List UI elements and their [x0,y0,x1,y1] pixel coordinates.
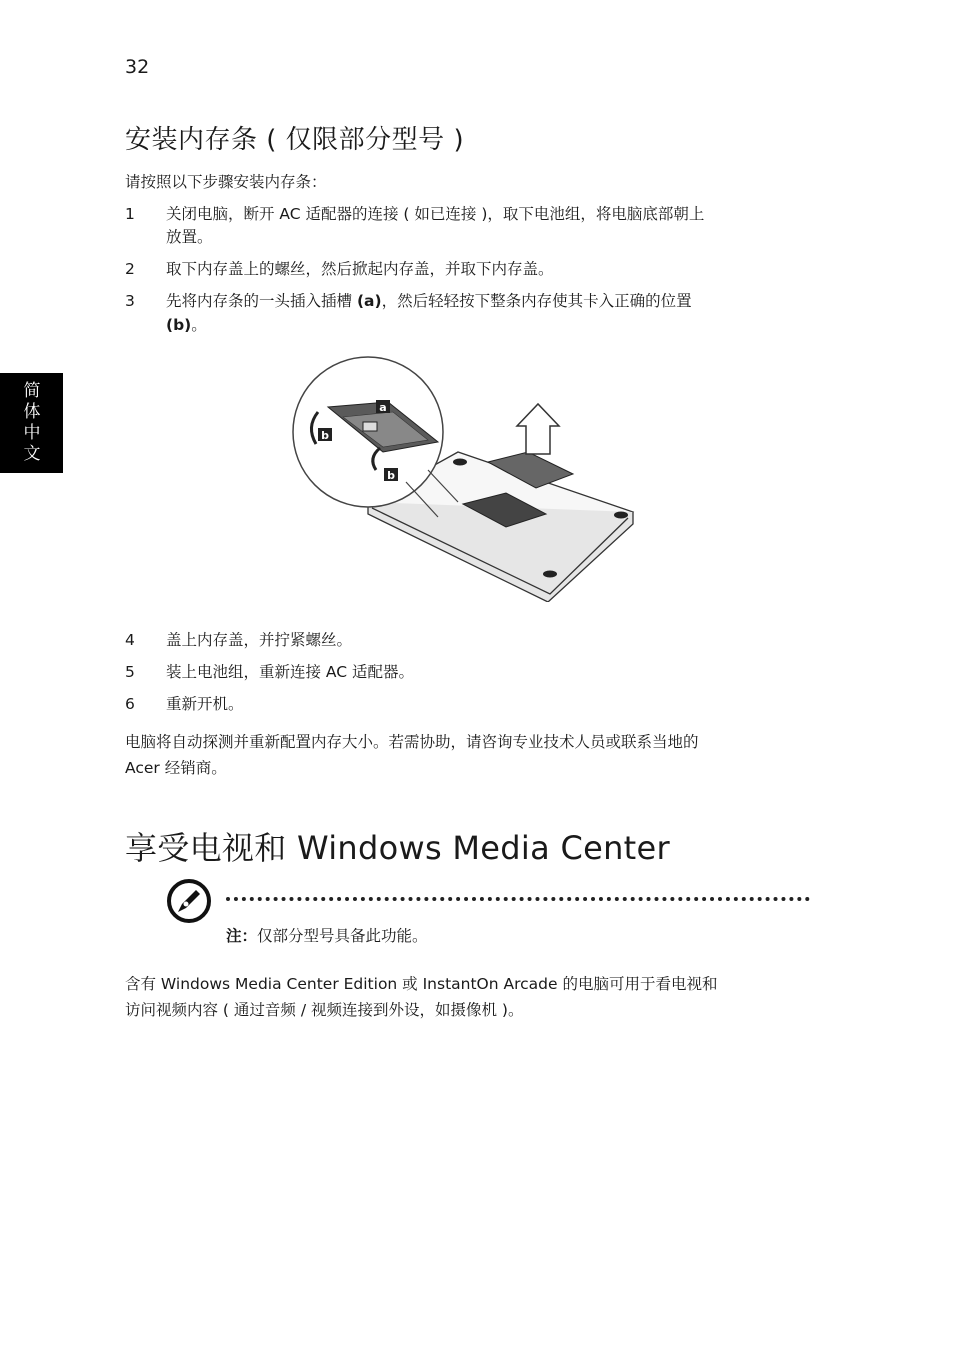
step-text: 装上电池组，重新连接 AC 适配器。 [166,663,415,681]
intro-text: 请按照以下步骤安装内存条： [125,173,327,191]
label-a: a [379,401,387,414]
outro-text-continued: Acer 经销商。 [125,759,227,777]
page-number: 32 [125,56,150,78]
step-text: 关闭电脑，断开 AC 适配器的连接 ( 如已连接 )，取下电池组，将电脑底部朝上 [166,205,705,223]
step-text: 重新开机。 [166,695,244,713]
step-text: 取下内存盖上的螺丝，然后掀起内存盖，并取下内存盖。 [166,260,554,278]
step-text-continued: 放置。 [166,228,213,246]
step-number: 2 [125,260,135,278]
side-tab-char: 简 [23,381,41,401]
outro-text: 电脑将自动探测并重新配置内存大小。若需协助，请咨询专业技术人员或联系当地的 [125,733,699,751]
section-title-memory: 安装内存条 ( 仅限部分型号 ) [125,125,465,155]
note-label: 注： [226,927,258,945]
rubber-foot [614,512,628,519]
rubber-foot [453,459,467,466]
note-divider [226,897,810,901]
step-text-continued: (b)。 [166,316,207,334]
label-b: b [321,429,329,442]
memory-install-illustration [288,352,640,602]
step-number: 5 [125,663,135,681]
pen-in-circle-icon [166,878,212,924]
language-side-tab [0,373,63,473]
step-text: 盖上内存盖，并拧紧螺丝。 [166,631,353,649]
step-number: 1 [125,205,135,223]
step-number: 3 [125,292,135,310]
side-tab-char: 文 [23,444,41,464]
rubber-foot [543,571,557,578]
side-tab-char: 中 [23,423,41,443]
step-number: 4 [125,631,135,649]
step-number: 6 [125,695,135,713]
side-tab-char: 体 [23,402,41,422]
up-arrow-icon [517,404,559,454]
label-b: b [387,469,395,482]
section-title-tv: 享受电视和 Windows Media Center [125,829,670,867]
body-text: 含有 Windows Media Center Edition 或 InstantOn Arcade 的电脑可用于看电视和 [125,975,718,993]
note-text: 注：仅部分型号具备此功能。 [226,927,428,945]
step-text: 先将内存条的一头插入插槽 (a)，然后轻轻按下整条内存使其卡入正确的位置 [166,292,692,310]
body-text-continued: 访问视频内容 ( 通过音频 / 视频连接到外设，如摄像机 )。 [125,1001,524,1019]
